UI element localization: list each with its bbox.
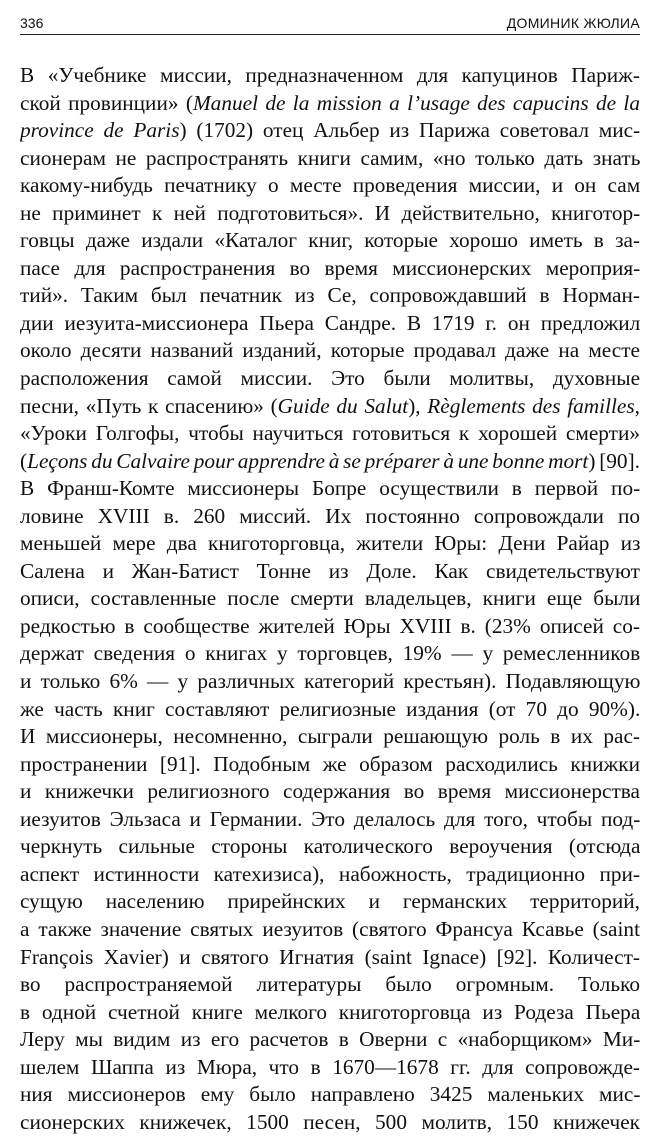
text-line	[20, 337, 640, 365]
text-run: дии иезуита-миссионера Пьера Сандре. В 1719 г. он предложил	[20, 310, 640, 335]
text-run: ) [90].	[588, 448, 640, 473]
text-line	[20, 365, 640, 393]
text-run: держат сведения о книгах у торговцев, 19% — у ремесленников	[20, 641, 640, 666]
text-line	[20, 448, 640, 476]
text-line	[20, 1054, 640, 1082]
italic-title: Règlements des familles	[427, 393, 635, 418]
text-run: меньшей мере два книготорговца, жители Юры: Дени Райар из	[20, 531, 640, 556]
text-run: Салена и Жан-Батист Тонне из Доле. Как свидетельствуют	[20, 558, 640, 583]
text-line	[20, 668, 640, 696]
text-line	[20, 778, 640, 806]
text-line	[20, 62, 640, 90]
text-line	[20, 117, 640, 145]
text-line	[20, 861, 640, 889]
text-line	[20, 227, 640, 255]
text-line	[20, 310, 640, 338]
text-line	[20, 806, 640, 834]
text-run: в одной счетной книге мелкого книготорговца из Родеза Пьера	[20, 999, 640, 1024]
italic-title: Manuel de la mission a l’usage des capucins de la	[192, 90, 640, 115]
text-line	[20, 999, 640, 1027]
text-run: не приминет к ней подготовиться». И действительно, книготор-	[20, 200, 640, 225]
text-line	[20, 503, 640, 531]
text-line	[20, 282, 640, 310]
text-run: ской провинции» (	[20, 90, 193, 115]
text-run: сионерских книжечек, 1500 песен, 500 молитв, 150 книжечек	[20, 1109, 640, 1134]
text-run: около десяти названий изданий, которые продавал даже на месте	[20, 338, 640, 363]
text-line	[20, 255, 640, 283]
text-line	[20, 833, 640, 861]
text-run: В «Учебнике миссии, предназначенном для капуцинов Париж-	[20, 63, 640, 87]
page-number: 336	[20, 15, 44, 31]
text-run: пространении [91]. Подобным же образом расходились книжки	[20, 751, 640, 776]
italic-title: Guide du Salut	[277, 393, 409, 418]
text-run: шелем Шаппа из Мюра, что в 1670—1678 гг. для сопровожде-	[20, 1054, 640, 1079]
text-line	[20, 200, 640, 228]
text-run: описи, составленные после смерти владельцев, книги еще были	[20, 586, 640, 611]
text-run: а также значение святых иезуитов (святого Франсуа Ксавье (saint	[20, 916, 640, 941]
text-line	[20, 172, 640, 200]
text-run: же часть книг составляют религиозные издания (от 70 до 90%).	[20, 696, 640, 721]
text-line	[20, 723, 640, 751]
text-run: аспект истинности катехизиса), набожность, традиционно при-	[20, 861, 640, 886]
text-run: иезуитов Эльзаса и Германии. Это делалось для того, чтобы под-	[20, 806, 640, 831]
text-run: тий». Таким был печатник из Се, сопровождавший в Норман-	[20, 283, 640, 308]
text-line	[20, 585, 640, 613]
italic-title: province de Paris	[20, 118, 180, 143]
text-run: какому-нибудь печатнику о месте проведения миссии, и он сам	[20, 173, 640, 198]
text-run: сущую населению прирейнских и германских территорий,	[20, 889, 640, 914]
text-line	[20, 420, 640, 448]
text-line	[20, 971, 640, 999]
text-run: ния миссионеров ему было направлено 3425 маленьких мис-	[20, 1082, 640, 1107]
text-run: И миссионеры, несомненно, сыграли решающую роль в их рас-	[20, 724, 640, 749]
text-run: говцы даже издали «Каталог книг, которые хорошо иметь в за-	[20, 228, 640, 253]
text-run: (	[20, 448, 28, 473]
text-line	[20, 613, 640, 641]
text-run: ,	[634, 393, 640, 418]
text-line	[20, 393, 640, 421]
text-line	[20, 888, 640, 916]
text-run: «Уроки Голгофы, чтобы научиться готовиться к хорошей смерти»	[20, 421, 640, 446]
italic-title: Leçons du Calvaire pour apprendre à se préparer à une bonne mort	[27, 448, 589, 473]
text-line	[20, 530, 640, 558]
text-line	[20, 90, 640, 118]
text-line	[20, 944, 640, 972]
running-head-author: ДОМИНИК ЖЮЛИА	[506, 15, 640, 31]
text-line	[20, 640, 640, 668]
text-line	[20, 1026, 640, 1054]
text-run: ),	[408, 393, 428, 418]
text-run: В Франш-Комте миссионеры Бопре осуществили в первой по-	[20, 476, 640, 501]
body-text	[20, 62, 640, 1136]
text-line	[20, 751, 640, 779]
text-run: расположения самой миссии. Это были молитвы, духовные	[20, 366, 640, 391]
text-run: песни, «Путь к спасению» (	[20, 393, 278, 418]
text-line	[20, 1081, 640, 1109]
text-run: ) (1702) отец Альбер из Парижа советовал мис-	[179, 118, 640, 143]
text-run: пасе для распространения во время миссионерских мероприя-	[20, 255, 640, 280]
text-run: редкостью в сообществе жителей Юры XVIII в. (23% описей со-	[20, 613, 640, 638]
text-line	[20, 1109, 640, 1136]
text-run: черкнуть сильные стороны католического вероучения (отсюда	[20, 834, 640, 859]
text-line	[20, 696, 640, 724]
text-run: François Xavier) и святого Игнатия (saint Ignace) [92]. Количест-	[20, 944, 640, 969]
running-head	[20, 12, 640, 35]
text-run: Леру мы видим из его расчетов в Оверни с «наборщиком» Ми-	[20, 1027, 640, 1052]
text-line	[20, 145, 640, 173]
text-run: ловине XVIII в. 260 миссий. Их постоянно сопровождали по	[20, 503, 640, 528]
text-run: и книжечки религиозного содержания во время миссионерства	[20, 779, 640, 804]
text-line	[20, 916, 640, 944]
text-line	[20, 475, 640, 503]
text-run: во распространяемой литературы было огромным. Только	[20, 972, 640, 997]
text-run: сионерам не распространять книги самим, «но только дать знать	[20, 145, 640, 170]
text-run: и только 6% — у различных категорий крестьян). Подавляющую	[20, 669, 640, 694]
text-line	[20, 558, 640, 586]
